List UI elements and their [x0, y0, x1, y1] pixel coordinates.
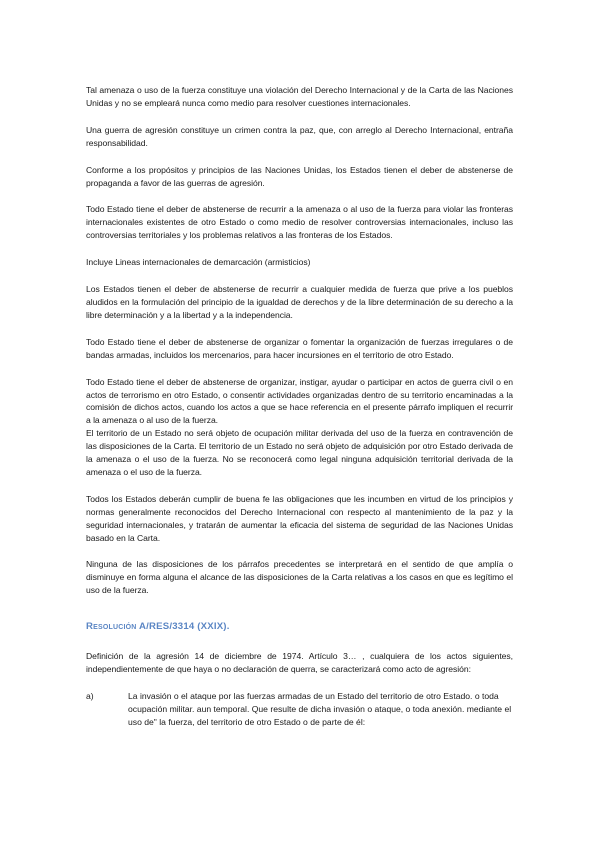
paragraph-threat-violation: Tal amenaza o uso de la fuerza constituye una violación del Derecho Internacional y de la Carta de las Naciones Unidas y no se empleará nunca como medio para resolver cuestiones internacionales. — [86, 85, 513, 108]
paragraph-irregular-forces: Todo Estado tiene el deber de abstenerse de organizar o fomentar la organización de fuerzas irregulares o de bandas armadas, incluidos los mercenarios, para hacer incursiones en el territorio de otro Estado. — [86, 336, 513, 360]
list-item — [86, 690, 513, 729]
paragraph-borders: Todo Estado tiene el deber de abstenerse de recurrir a la amenaza o al uso de la fuerza para violar las fronteras internacionales existentes de otro Estado o como medio de resolver controversias internacionales, incluso las controversias territoriales y los problemas relativos a las fronteras de los Estados. — [86, 204, 513, 241]
list-marker: a) — [86, 691, 94, 701]
paragraph-civil-war-terrorism: Todo Estado tiene el deber de abstenerse de organizar, instigar, ayudar o participar en actos de guerra civil o en actos de terrorismo en otro Estado, o consentir actividades organizadas dentro de su territorio encaminadas a la comisión de dichos actos, cuando los actos a que se hace referencia en el presente párrafo impliquen el recurrir a la amenaza o al uso de la fuerza. — [86, 376, 513, 426]
paragraph-propaganda: Conforme a los propósitos y principios de las Naciones Unidas, los Estados tienen el deber de abstenerse de propaganda a favor de las guerras de agresión. — [86, 164, 513, 188]
paragraph-definition: Definición de la agresión 14 de diciembre de 1974. Artículo 3… , cualquiera de los actos siguientes, independientemente de que haya o no declaración de querra, se caracterizará como acto de agresión: — [86, 651, 513, 675]
paragraph-demarcation-lines: Incluye Lineas internacionales de demarcación (armisticios) — [86, 257, 311, 268]
paragraph-good-faith: Todos los Estados deberán cumplir de buena fe las obligaciones que les incumben en virtud de los principios y normas generalmente reconocidos del Derecho Internacional con respecto al mantenimiento de la paz y la seguridad internacionales, y tratarán de aumentar la eficacia del sistema de seguridad de las Naciones Unidas basado en la Carta. — [86, 493, 513, 543]
heading-prefix: Resolución — [86, 621, 137, 633]
list-item-text: La invasión o el ataque por las fuerzas armadas de un Estado del territorio de otro Estado. o toda ocupación militar. aun temporal. Que resulte de dicha invasión o ataque, o toda anexión. mediante el uso de" la fuerza, del territorio de otro Estado o de parte de él: — [128, 691, 512, 727]
heading-title: A/RES/3314 (XXIX). — [136, 621, 230, 633]
aggression-acts-list — [86, 690, 513, 729]
paragraph-war-of-aggression: Una guerra de agresión constituye un crimen contra la paz, que, con arreglo al Derecho Internacional, entraña responsabilidad. — [86, 124, 513, 148]
paragraph-self-determination: Los Estados tienen el deber de abstenerse de recurrir a cualquier medida de fuerza que prive a los pueblos aludidos en la formulación del principio de la igualdad de derechos y de la libre determinación de su derecho a la libre determinación y a la libertad y a la independencia. — [86, 284, 513, 320]
paragraph-military-occupation: El territorio de un Estado no será objeto de ocupación militar derivada del uso de la fuerza en contravención de las disposiciones de la Carta. El territorio de un Estado no será objeto de adquisición por otro Estado derivada de la amenaza o el uso de la fuerza. No se reconocerá como legal ninguna adquisición territorial derivada de la amenaza o el uso de la fuerza. — [86, 428, 513, 477]
section-heading — [86, 621, 513, 632]
paragraph-interpretation: Ninguna de las disposiciones de los párrafos precedentes se interpretará en el sentido de que amplía o disminuye en forma alguna el alcance de las disposiciones de la Carta relativas a los casos en que es legítimo el uso de la fuerza. — [86, 559, 513, 596]
